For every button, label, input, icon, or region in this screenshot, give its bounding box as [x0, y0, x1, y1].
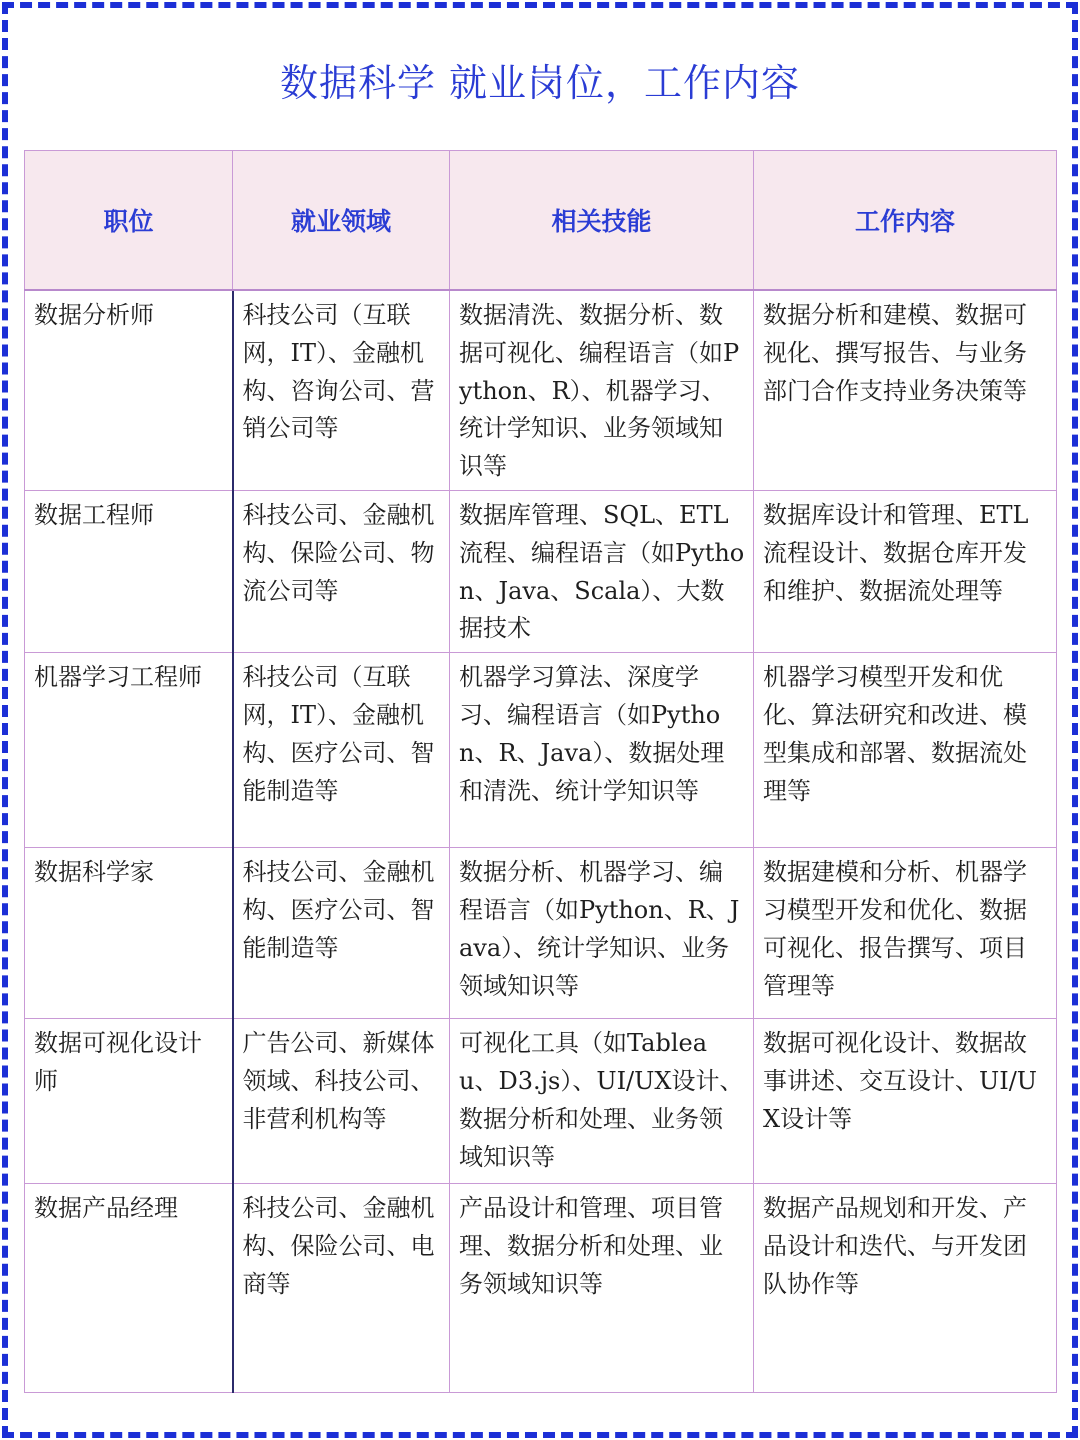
table-row [25, 1019, 1057, 1184]
cell-position: 数据科学家 [25, 848, 233, 1019]
cell-field: 广告公司、新媒体领域、科技公司、非营利机构等 [233, 1019, 450, 1184]
cell-position: 数据工程师 [25, 490, 233, 652]
cell-skills: 可视化工具（如Tableau、D3.js）、UI/UX设计、数据分析和处理、业务领域知识等 [450, 1019, 754, 1184]
header-skills: 相关技能 [450, 151, 754, 291]
header-position: 职位 [25, 151, 233, 291]
cell-duties: 数据库设计和管理、ETL流程设计、数据仓库开发和维护、数据流处理等 [754, 490, 1057, 652]
table-header-row [25, 151, 1057, 291]
cell-position: 数据可视化设计师 [25, 1019, 233, 1184]
cell-skills: 数据分析、机器学习、编程语言（如Python、R、Java）、统计学知识、业务领域知识等 [450, 848, 754, 1019]
cell-skills: 数据库管理、SQL、ETL流程、编程语言（如Python、Java、Scala）、大数据技术 [450, 490, 754, 652]
table-row [25, 653, 1057, 848]
table-row [25, 490, 1057, 652]
page-title: 数据科学 就业岗位，工作内容 [279, 61, 801, 105]
header-duties: 工作内容 [754, 151, 1057, 291]
header-field: 就业领域 [233, 151, 450, 291]
table-row [25, 290, 1057, 490]
cell-duties: 数据分析和建模、数据可视化、撰写报告、与业务部门合作支持业务决策等 [754, 290, 1057, 490]
jobs-table [24, 150, 1057, 1393]
cell-position: 数据分析师 [25, 290, 233, 490]
cell-duties: 数据可视化设计、数据故事讲述、交互设计、UI/UX设计等 [754, 1019, 1057, 1184]
cell-field: 科技公司（互联网，IT）、金融机构、咨询公司、营销公司等 [233, 290, 450, 490]
cell-field: 科技公司（互联网，IT）、金融机构、医疗公司、智能制造等 [233, 653, 450, 848]
cell-field: 科技公司、金融机构、医疗公司、智能制造等 [233, 848, 450, 1019]
table-row [25, 848, 1057, 1019]
cell-skills: 产品设计和管理、项目管理、数据分析和处理、业务领域知识等 [450, 1184, 754, 1393]
cell-field: 科技公司、金融机构、保险公司、电商等 [233, 1184, 450, 1393]
cell-duties: 数据产品规划和开发、产品设计和迭代、与开发团队协作等 [754, 1184, 1057, 1393]
cell-skills: 机器学习算法、深度学习、编程语言（如Python、R、Java）、数据处理和清洗、统计学知识等 [450, 653, 754, 848]
cell-field: 科技公司、金融机构、保险公司、物流公司等 [233, 490, 450, 652]
cell-skills: 数据清洗、数据分析、数据可视化、编程语言（如Python、R）、机器学习、统计学知识、业务领域知识等 [450, 290, 754, 490]
cell-duties: 机器学习模型开发和优化、算法研究和改进、模型集成和部署、数据流处理等 [754, 653, 1057, 848]
cell-position: 机器学习工程师 [25, 653, 233, 848]
cell-position: 数据产品经理 [25, 1184, 233, 1393]
cell-duties: 数据建模和分析、机器学习模型开发和优化、数据可视化、报告撰写、项目管理等 [754, 848, 1057, 1019]
table-row [25, 1184, 1057, 1393]
